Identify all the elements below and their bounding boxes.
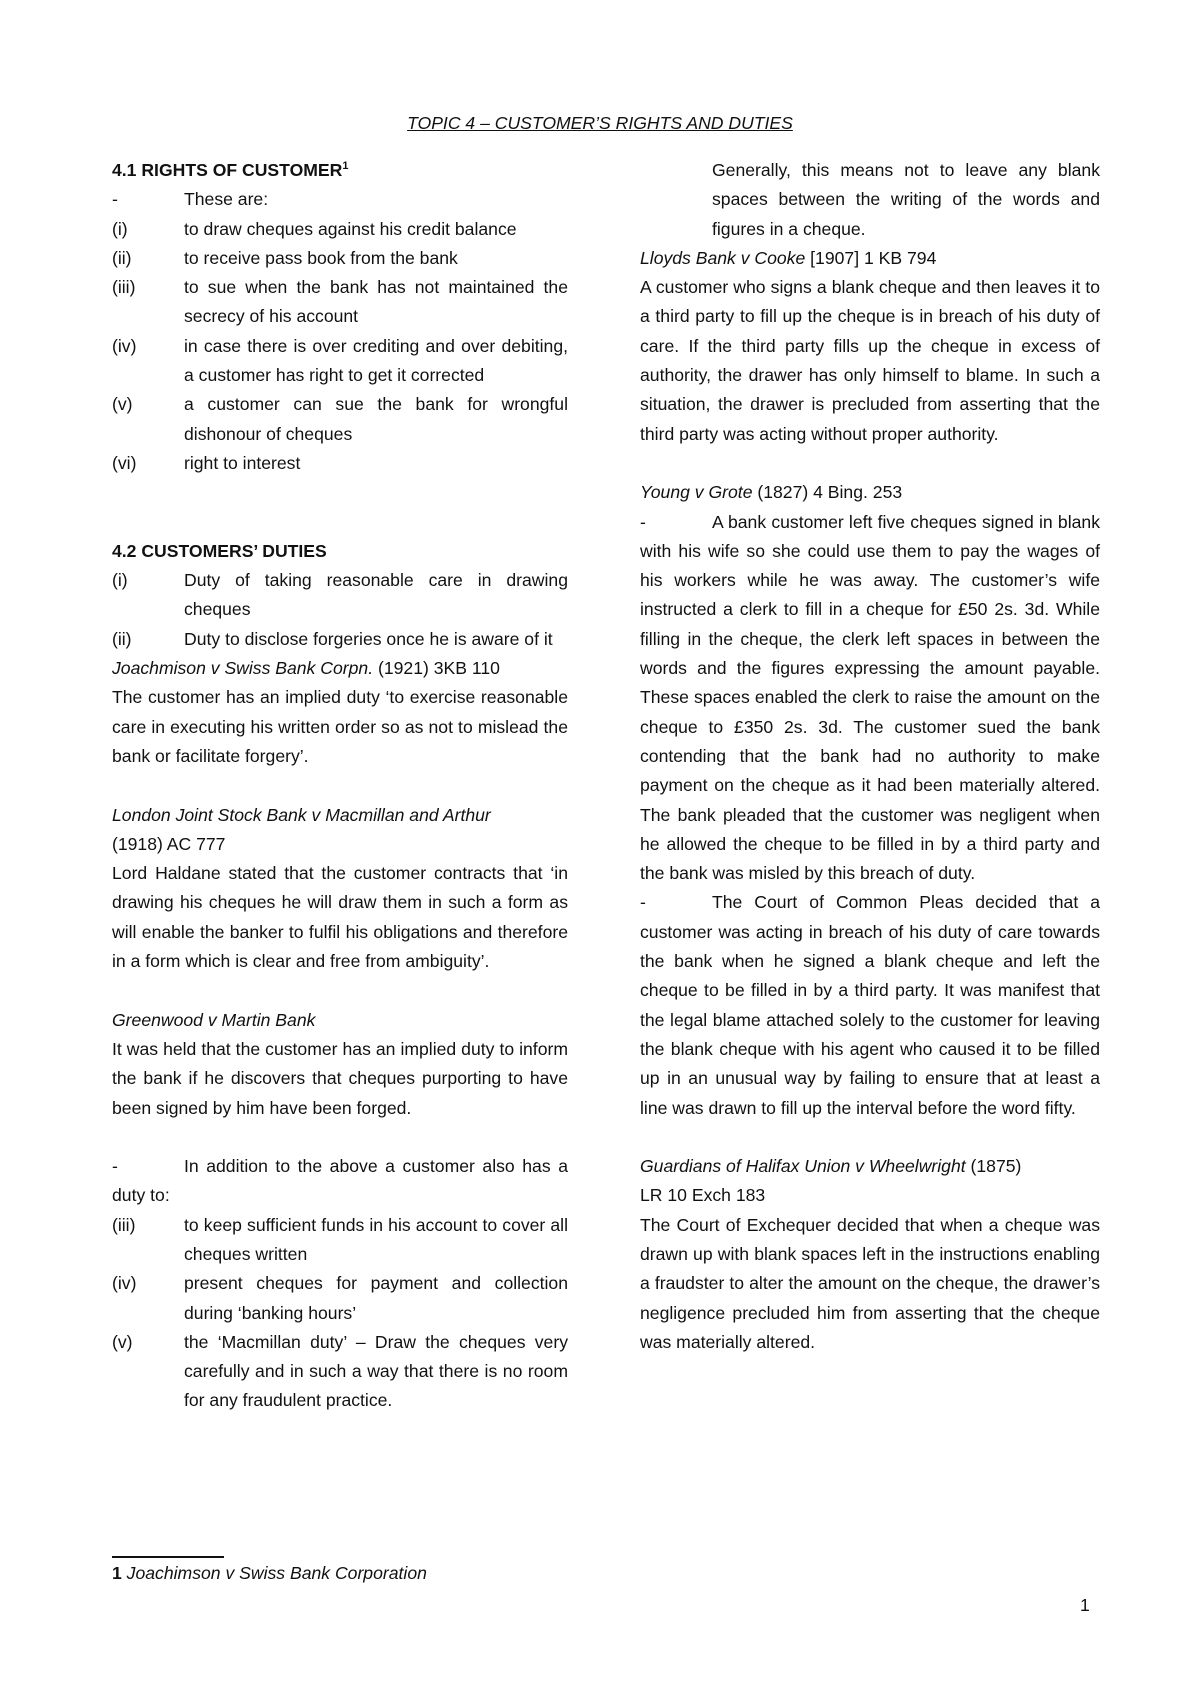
list-item [112,1269,568,1328]
case-name: Greenwood v Martin Bank [112,1009,316,1030]
addition-paragraph [112,1152,568,1211]
left-column [112,156,568,1416]
list-text: right to interest [184,452,301,473]
footnote-text: Joachimson v Swiss Bank Corporation [121,1563,427,1583]
case-citation [640,478,1100,507]
list-number: (iii) [112,1214,136,1235]
footnote-separator [112,1556,224,1558]
footnote-reference: 1 [342,160,349,173]
case-summary: It was held that the customer has an implied duty to inform the bank if he discovers that cheques purporting to have been signed by him have been forged. [112,1038,568,1118]
case-name: Young v Grote [640,482,753,503]
right-column [640,156,1100,1357]
list-text: to sue when the bank has not maintained the secrecy of his account [184,277,568,327]
list-item [112,625,568,654]
list-text: a customer can sue the bank for wrongful dishonour of cheques [184,394,568,444]
list-text: to keep sufficient funds in his account to cover all cheques written [184,1214,568,1264]
list-number: (i) [112,570,128,591]
list-item [112,566,568,625]
paragraph-marker: - [640,511,646,532]
continued-paragraph: Generally, this means not to leave any blank spaces between the writing of the words and figures in a cheque. [712,160,1100,239]
list-text: to receive pass book from the bank [184,247,458,268]
paragraph-text: A bank customer left five cheques signed in blank with his wife so she could use them to pay the wages of his workers while he was away. The customer’s wife instructed a clerk to fill in a cheque for £50 2s. 3d. While filling in the cheque, the clerk left spaces in between the words and the figures expressing the amount payable. These spaces enabled the clerk to raise the amount on the cheque to £350 2s. 3d. The customer sued the bank contending that the bank had no authority to make payment on the cheque as it had been materially altered. The bank pleaded that the customer was negligent when he allowed the cheque to be filled in by a third party and the bank was misled by this breach of duty. [640,511,1100,884]
case-cite: (1921) 3KB 110 [373,658,500,679]
list-item [112,273,568,332]
list-item [112,332,568,391]
list-number: (ii) [112,247,132,268]
list-number: (ii) [112,628,132,649]
list-item [112,1211,568,1270]
page-title: TOPIC 4 – CUSTOMER’S RIGHTS AND DUTIES [407,113,793,133]
list-number: (iii) [112,277,136,298]
list-item [112,1328,568,1416]
list-text: present cheques for payment and collection during ‘banking hours’ [184,1273,568,1323]
list-text: to draw cheques against his credit balance [184,218,517,239]
list-number: (iv) [112,1273,137,1294]
list-item [112,449,568,478]
list-number: (v) [112,394,133,415]
addition-text: In addition to the above a customer also has a duty to: [112,1156,568,1206]
list-text: Duty to disclose forgeries once he is aware of it [184,628,553,649]
list-text: Duty of taking reasonable care in drawing cheques [184,570,568,620]
case-cite: [1907] 1 KB 794 [805,247,937,268]
list-number: (i) [112,218,128,239]
paragraph-text: The Court of Common Pleas decided that a customer was acting in breach of his duty of care towards the bank when he signed a blank cheque and left the cheque to be filled in by a third party. It was manifest that the legal blame attached solely to the customer for leaving the blank cheque with his agent who caused it to be filled up in an unusual way by failing to ensure that at least a line was drawn to fill up the interval before the word fifty. [640,892,1100,1118]
list-item [112,244,568,273]
rights-intro-marker: - [112,189,118,210]
case-summary: Lord Haldane stated that the customer contracts that ‘in drawing his cheques he will draw them in such a form as will enable the banker to fulfil his obligations and therefore in a form which is clear and free from ambiguity’. [112,863,568,972]
case-citation [112,654,568,683]
rights-heading [112,156,568,185]
case-name: Lloyds Bank v Cooke [640,247,806,268]
case-summary: The customer has an implied duty ‘to exercise reasonable care in executing his written order so as not to mislead the bank or facilitate forgery’. [112,687,568,766]
spacer [112,771,568,800]
spacer [640,1123,1100,1152]
case-name: Guardians of Halifax Union v Wheelwright [640,1156,966,1177]
case-cite: (1918) AC 777 [112,833,226,854]
footnote [112,1562,427,1584]
list-text: in case there is over crediting and over debiting, a customer has right to get it corrected [184,335,568,386]
duties-heading: 4.2 CUSTOMERS’ DUTIES [112,540,327,561]
case-cite: (1827) 4 Bing. 253 [752,482,903,503]
list-number: (vi) [112,452,137,473]
paragraph-marker: - [640,892,646,913]
list-text: the ‘Macmillan duty’ – Draw the cheques very carefully and in such a way that there is no room for any fraudulent practice. [184,1331,568,1411]
case-paragraph [640,888,1100,1122]
spacer [112,1123,568,1152]
case-citation [640,244,1100,273]
case-cite-line: LR 10 Exch 183 [640,1185,766,1206]
case-citation [640,1152,1100,1181]
rights-intro [112,185,568,214]
spacer [112,478,568,537]
rights-heading-text: 4.1 RIGHTS OF CUSTOMER [112,160,343,180]
list-item [112,390,568,449]
list-number: (v) [112,1331,133,1352]
page-number: 1 [1080,1595,1090,1615]
spacer [640,449,1100,478]
case-name: Joachmison v Swiss Bank Corpn. [112,658,374,679]
spacer [112,976,568,1005]
case-name: London Joint Stock Bank v Macmillan and Arthur [112,804,491,825]
case-cite: (1875) [965,1156,1022,1177]
case-summary: A customer who signs a blank cheque and then leaves it to a third party to fill up the cheque is in breach of his duty of care. If the third party fills up the cheque in excess of authority, the drawer has only himself to blame. In such a situation, the drawer is precluded from asserting that the third party was acting without proper authority. [640,277,1100,444]
addition-marker: - [112,1156,118,1177]
case-summary: The Court of Exchequer decided that when a cheque was drawn up with blank spaces left in the instructions enabling a fraudster to alter the amount on the cheque, the drawer’s negligence precluded him from asserting that the cheque was materially altered. [640,1214,1100,1352]
list-number: (iv) [112,335,137,356]
footnote-number: 1 [112,1563,122,1583]
list-item [112,215,568,244]
case-paragraph [640,508,1100,889]
rights-intro-text: These are: [184,189,269,210]
